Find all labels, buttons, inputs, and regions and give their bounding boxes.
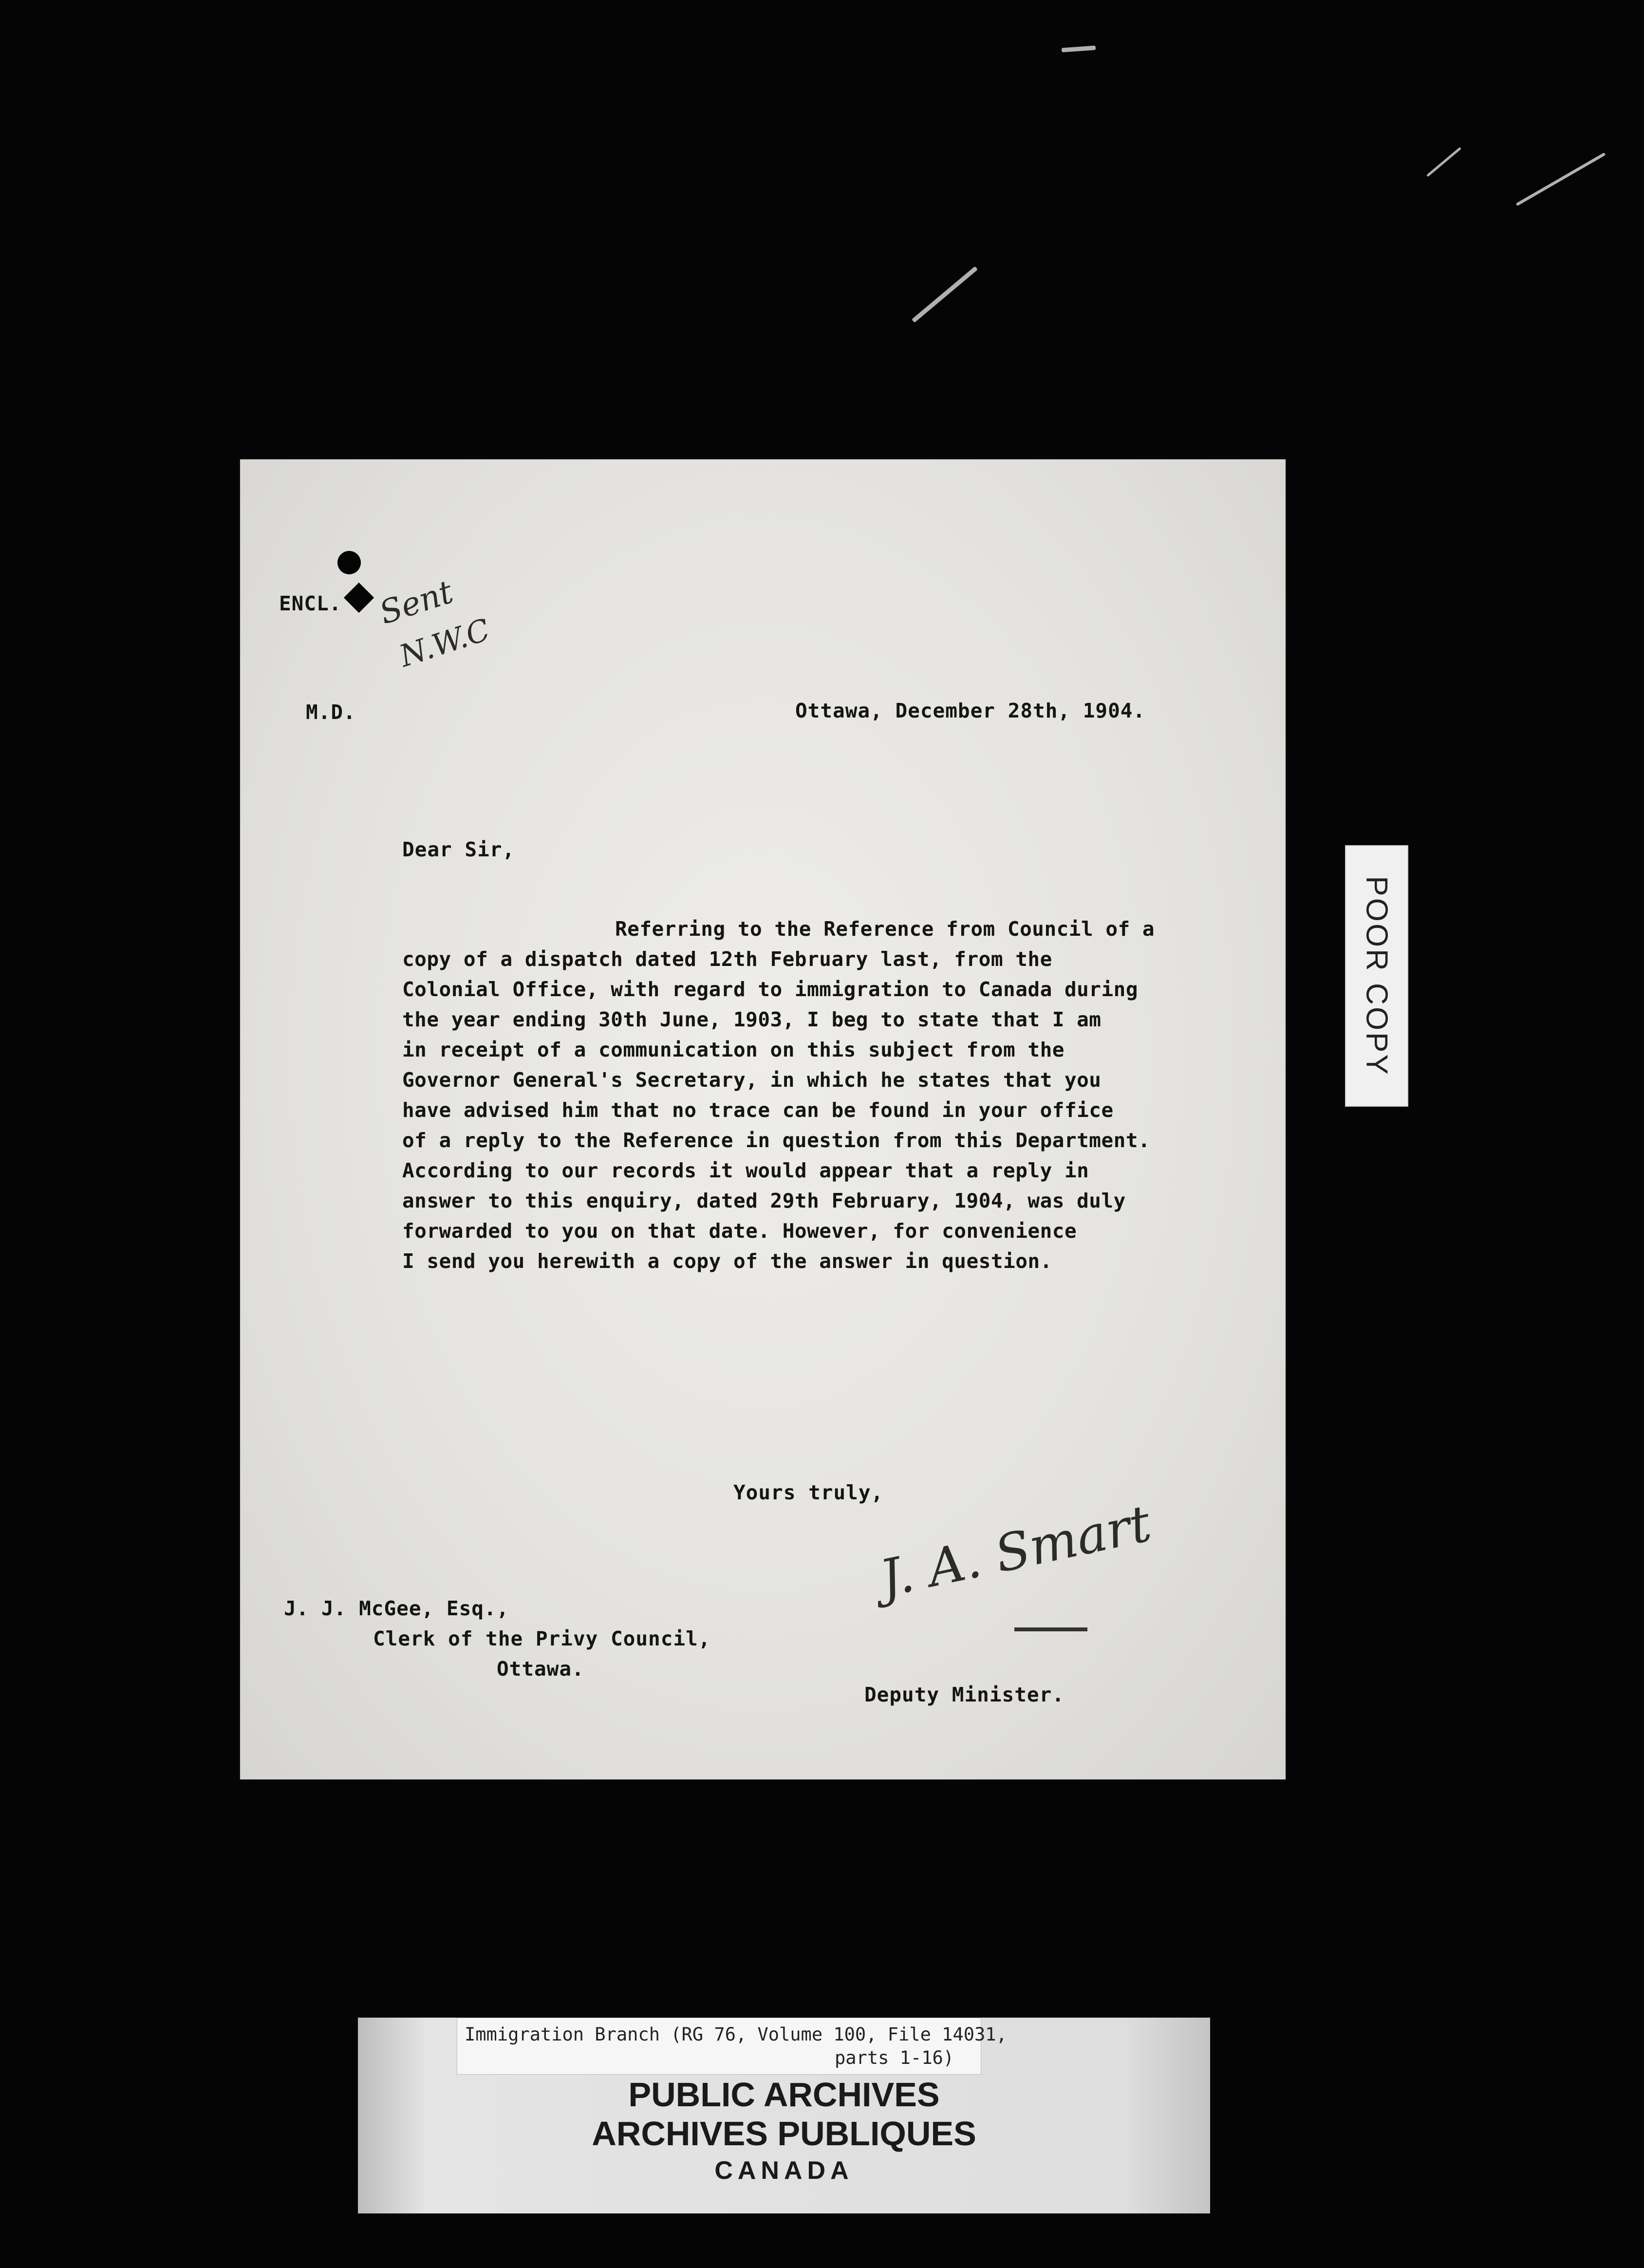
archive-stamp (358, 2018, 1210, 2213)
body-line: Governor General's Secretary, in which he states that you (402, 1068, 1102, 1092)
body-line: have advised him that no trace can be found in your office (402, 1098, 1114, 1122)
signature: J. A. Smart (875, 1493, 1156, 1609)
poor-copy-label (1345, 845, 1408, 1107)
body-line: of a reply to the Reference in question from this Department. (402, 1129, 1151, 1152)
film-scratch (912, 266, 978, 322)
recipient-name: J. J. McGee, Esq., (284, 1597, 509, 1620)
reference-line: parts 1-16) (835, 2047, 954, 2068)
film-scratch (1516, 152, 1606, 206)
body-line: answer to this enquiry, dated 29th February, 1904, was duly (402, 1189, 1126, 1212)
closing: Yours truly, (733, 1481, 884, 1504)
body-line: Referring to the Reference from Council of a (615, 917, 1155, 941)
body-line: According to our records it would appear that a reply in (402, 1159, 1089, 1182)
body-line: the year ending 30th June, 1903, I beg to state that I am (402, 1008, 1102, 1031)
date-line: Ottawa, December 28th, 1904. (795, 699, 1146, 722)
handwritten-note: N.W.C (395, 611, 494, 674)
hole-punch-mark (344, 583, 374, 613)
archive-line-2: ARCHIVES PUBLIQUES (592, 2115, 976, 2153)
reference-line: Immigration Branch (RG 76, Volume 100, File 14031, (465, 2024, 1007, 2045)
reference-label (457, 2018, 1007, 2075)
archive-line-1: PUBLIC ARCHIVES (628, 2076, 940, 2114)
salutation: Dear Sir, (402, 838, 515, 861)
poor-copy-text: POOR COPY (1360, 875, 1394, 1077)
film-scratch (1426, 147, 1461, 177)
body-line: forwarded to you on that date. However, for convenience (402, 1219, 1077, 1243)
recipient-title: Clerk of the Privy Council, (373, 1627, 711, 1650)
archive-line-3: CANADA (714, 2156, 854, 2185)
recipient-city: Ottawa. (497, 1657, 584, 1681)
body-line: copy of a dispatch dated 12th February last, from the (402, 947, 1052, 971)
body-line: Colonial Office, with regard to immigration to Canada during (402, 978, 1139, 1001)
body-line: I send you herewith a copy of the answer in question. (402, 1249, 1052, 1273)
handwritten-note: Sent (374, 573, 458, 632)
signature-underline (1014, 1627, 1087, 1631)
hole-punch-mark (337, 551, 361, 574)
initials: M.D. (306, 700, 356, 724)
encl-label: ENCL. (279, 592, 342, 615)
signatory-title: Deputy Minister. (864, 1683, 1065, 1706)
body-line: in receipt of a communication on this subject from the (402, 1038, 1065, 1061)
film-scratch (1062, 46, 1096, 53)
letter-page (240, 459, 1286, 1779)
